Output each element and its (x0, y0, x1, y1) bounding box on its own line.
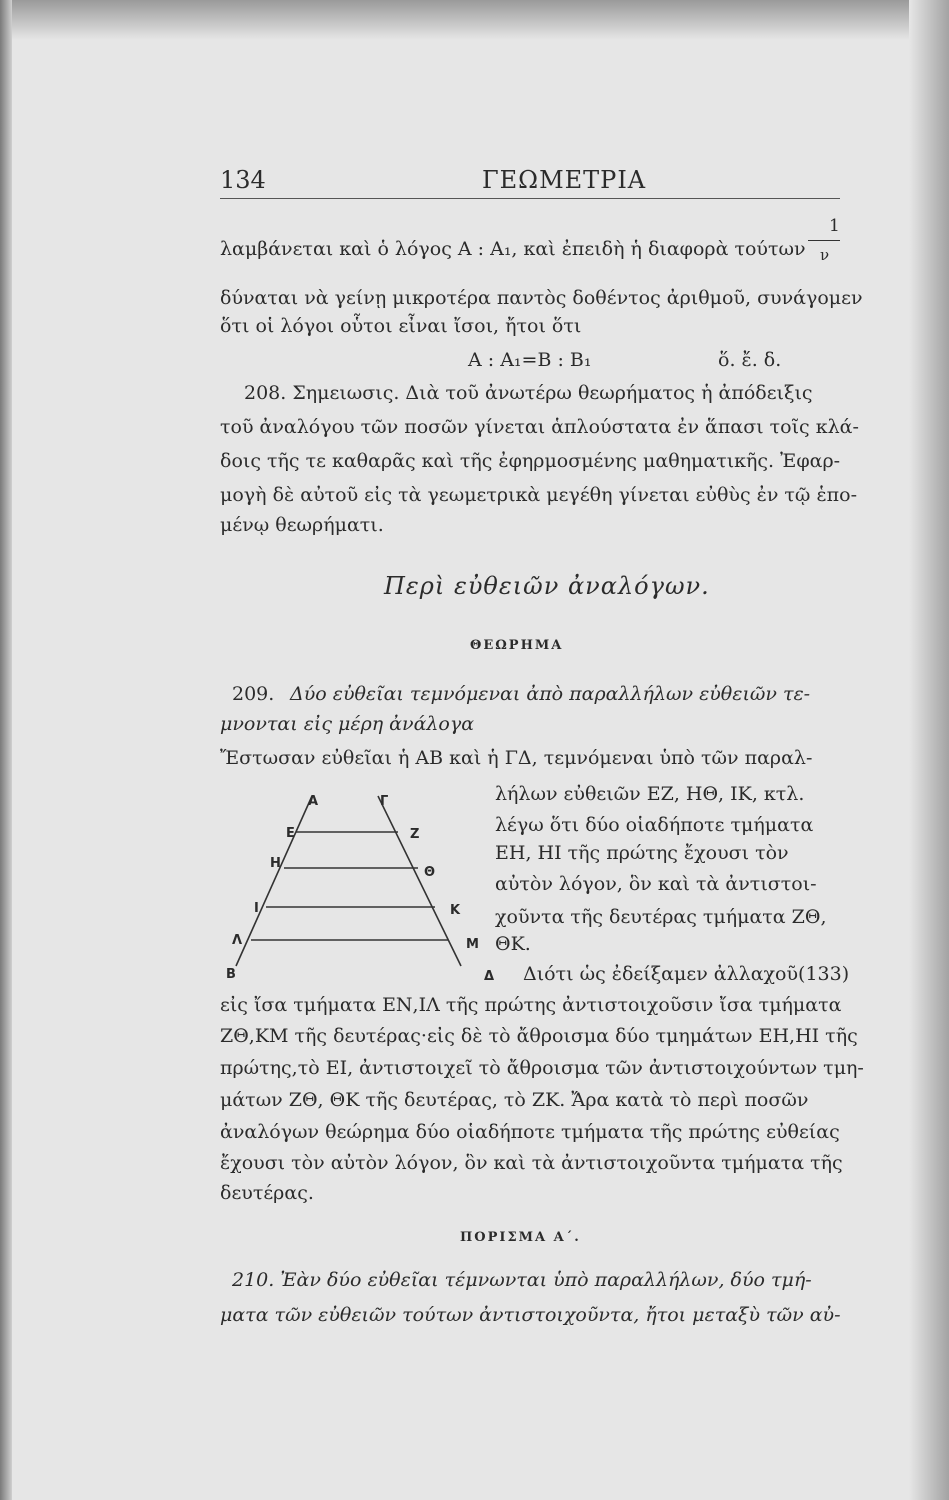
proof-line: Ἔστωσαν εὐθεῖαι ἡ ΑΒ καὶ ἡ ΓΔ, τεμνόμεναι ὑπὸ τῶν παραλ- (220, 747, 813, 769)
qed-mark: ὅ. ἔ. δ. (718, 349, 782, 371)
proof-line: Διότι ὡς ἐδείξαμεν ἀλλαχοῦ(133) (523, 963, 850, 985)
text-line: δύναται νὰ γείνῃ μικροτέρα παντὸς δοθέντος ἀριθμοῦ, συνάγομεν (220, 287, 863, 309)
label-m: Μ (466, 937, 479, 952)
page-shadow-right (909, 0, 949, 1500)
paragraph-208-line: δοις τῆς τε καθαρᾶς καὶ τῆς ἐφηρμοσμένης μαθηματικῆς. Ἐφαρ- (220, 450, 841, 472)
parallel-lines-figure (226, 788, 496, 988)
page-binding-edge (0, 0, 12, 1500)
label-k: Κ (450, 903, 461, 918)
paragraph-210-line: ματα τῶν εὐθειῶν τούτων ἀντιστοιχοῦντα, ἤτοι μεταξὺ τῶν αὐ- (220, 1304, 841, 1326)
proof-line: ἀναλόγων θεώρημα δύο οἱαδήποτε τμήματα τῆς πρώτης εὐθείας (220, 1121, 840, 1143)
paragraph-208-line: μένῳ θεωρήματι. (220, 514, 384, 536)
label-g: Γ (380, 794, 389, 809)
proof-line: λήλων εὐθειῶν ΕΖ, ΗΘ, ΙΚ, κτλ. (495, 783, 805, 805)
label-th: Θ (424, 865, 436, 880)
corollary-heading: ΠΟΡΙΣΜΑ Α΄. (460, 1230, 581, 1245)
page-shadow-top (0, 0, 949, 40)
theorem-statement: μνονται εἰς μέρη ἀνάλογα (220, 713, 475, 735)
label-h: Η (270, 856, 281, 871)
fraction-denominator: ν (820, 246, 830, 264)
theorem-statement: Δύο εὐθεῖαι τεμνόμεναι ἀπὸ παραλλήλων εὐθειῶν τε- (290, 683, 811, 705)
text-line: ὅτι οἱ λόγοι οὗτοι εἶναι ἴσοι, ἤτοι ὅτι (220, 315, 582, 337)
running-head: ΓΕΩΜΕΤΡΙΑ (482, 166, 647, 194)
label-l: Λ (232, 933, 243, 948)
section-title: Περὶ εὐθειῶν ἀναλόγων. (384, 572, 710, 600)
label-e: Ε (286, 826, 295, 841)
proof-line: μάτων ΖΘ, ΘΚ τῆς δευτέρας, τὸ ΖΚ. Ἄρα κατὰ τὸ περὶ ποσῶν (220, 1089, 809, 1111)
proof-line: λέγω ὅτι δύο οἱαδήποτε τμήματα (495, 814, 814, 836)
equation: Α : Α₁=Β : Β₁ (468, 349, 592, 371)
label-b: Β (226, 967, 236, 982)
paragraph-208-line: 208. Σημειωσις. Διὰ τοῦ ἀνωτέρω θεωρήματος ἡ ἀπόδειξις (244, 382, 813, 404)
label-d: Δ (484, 969, 495, 984)
label-z: Ζ (410, 827, 420, 842)
proof-line: ΕΗ, ΗΙ τῆς πρώτης ἔχουσι τὸν (495, 842, 789, 864)
proof-line: ΖΘ,ΚΜ τῆς δευτέρας·εἰς δὲ τὸ ἄθροισμα δύο τμημάτων ΕΗ,ΗΙ τῆς (220, 1025, 858, 1047)
paragraph-208-line: μογὴ δὲ αὐτοῦ εἰς τὰ γεωμετρικὰ μεγέθη γίνεται εὐθὺς ἐν τῷ ἑπο- (220, 484, 857, 506)
fraction-bar (808, 240, 840, 241)
paragraph-210-line: 210. Ἐὰν δύο εὐθεῖαι τέμνωνται ὑπὸ παραλλήλων, δύο τμή- (232, 1269, 812, 1291)
proof-line: ΘΚ. (495, 933, 531, 955)
label-a: Α (308, 794, 319, 809)
header-rule (220, 198, 840, 199)
proof-line: ἔχουσι τὸν αὐτὸν λόγον, ὃν καὶ τὰ ἀντιστοιχοῦντα τμήματα τῆς (220, 1152, 843, 1174)
proof-line: δευτέρας. (220, 1182, 314, 1204)
paragraph-number: 209. (232, 683, 275, 705)
label-i: Ι (254, 901, 259, 916)
fraction-numerator: 1 (829, 216, 840, 236)
proof-line: χοῦντα τῆς δευτέρας τμήματα ΖΘ, (495, 906, 827, 928)
text-line: λαμβάνεται καὶ ὁ λόγος Α : Α₁, καὶ ἐπειδὴ ἡ διαφορὰ τούτων (220, 238, 806, 260)
proof-line: πρώτης,τὸ ΕΙ, ἀντιστοιχεῖ τὸ ἄθροισμα τῶν ἀντιστοιχούντων τμη- (220, 1057, 864, 1079)
proof-line: εἰς ἴσα τμήματα ΕΝ,ΙΛ τῆς πρώτης ἀντιστοιχοῦσιν ἴσα τμήματα (220, 994, 842, 1016)
theorem-heading: ΘΕΩΡΗΜΑ (470, 638, 564, 653)
proof-line: αὐτὸν λόγον, ὃν καὶ τὰ ἀντιστοι- (495, 873, 817, 895)
paragraph-208-line: τοῦ ἀναλόγου τῶν ποσῶν γίνεται ἁπλούστατα ἐν ἅπασι τοῖς κλά- (220, 416, 859, 438)
page-number: 134 (220, 166, 266, 194)
